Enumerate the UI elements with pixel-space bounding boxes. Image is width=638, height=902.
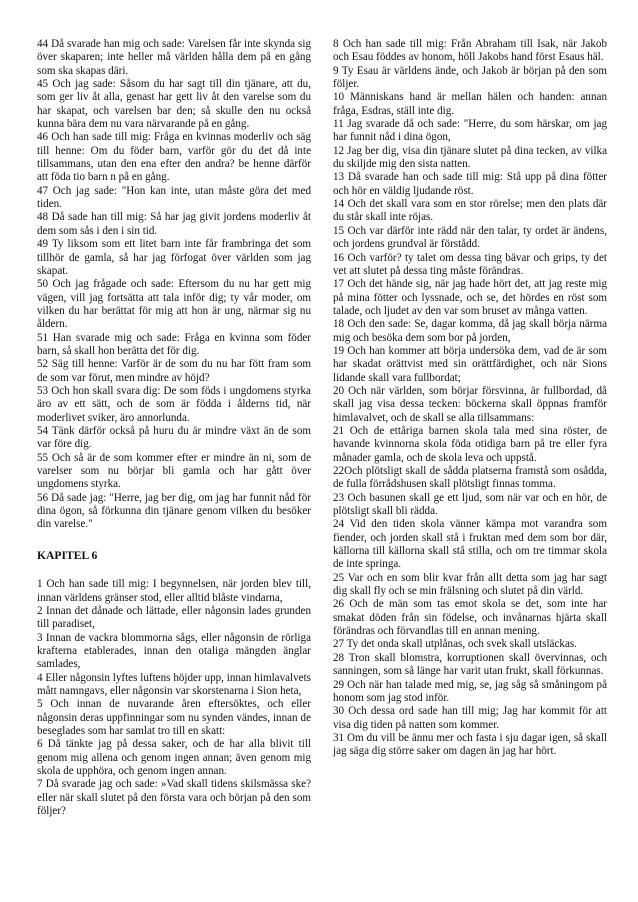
verse-paragraph: 25 Var och en som blir kvar från allt detta som jag har sagt dig skall fly och se min frälsning och slutet på din värld. [333, 571, 607, 598]
left-verses-before-chapter [37, 38, 311, 532]
verse-paragraph: 11 Jag svarade då och sade: "Herre, du som härskar, om jag har funnit nåd i dina ögon, [333, 118, 607, 144]
verse-paragraph: 47 Och jag sade: "Hon kan inte, utan måste göra det med tiden. [37, 184, 311, 211]
verse-paragraph: 10 Människans hand är mellan hälen och handen: annan fråga, Esdras, ställ inte dig. [333, 91, 607, 117]
verse-paragraph: 21 Och de ettåriga barnen skola tala med sina röster, de havande kvinnorna skola föda otidiga barn på tre eller fyra månader gamla, och de skola leva och uppstå. [333, 424, 607, 464]
verse-paragraph: 49 Ty liksom som ett litet barn inte får frambringa det som tillhör de gamla, så har jag förfogat över världen som jag skapat. [37, 238, 311, 277]
verse-paragraph: 3 Innan de vackra blommorna sågs, eller någonsin de rörliga krafterna etablerades, innan den otaliga mängden änglar samlades, [37, 631, 311, 671]
verse-paragraph: 28 Tron skall blomstra, korruptionen skall övervinnas, och sanningen, som så länge har varit utan frukt, skall förkunnas. [333, 651, 607, 678]
verse-paragraph: 20 Och när världen, som börjar försvinna, är fullbordad, då skall jag visa dessa tecken: böckerna skall öppnas framför himlavalvet, och de skall se alla tillsammans: [333, 384, 607, 424]
verse-paragraph: 23 Och basunen skall ge ett ljud, som när var och en hör, de plötsligt skall bli rädda. [333, 491, 607, 518]
right-verses [333, 38, 607, 759]
verse-paragraph: 53 Och hon skall svara dig: De som föds i ungdomens styrka äro av ett sätt, och de som är födda i ålderns tid, när moderlivet sviker, äro annorlunda. [37, 384, 311, 424]
left-verses-chapter-6 [37, 578, 311, 818]
verse-paragraph: 2 Innan det dånade och lättade, eller någonsin lades grunden till paradiset, [37, 604, 311, 631]
verse-paragraph: 54 Tänk därför också på huru du är mindre växt än de som var före dig. [37, 424, 311, 451]
verse-paragraph: 5 Och innan de nuvarande åren eftersöktes, och eller någonsin deras uppfinningar som nu synden vändes, innan de beseglades som har samlat tro till en skatt: [37, 698, 311, 737]
verse-paragraph: 4 Eller någonsin lyftes luftens höjder upp, innan himlavalvets mått namngavs, eller någonsin var skorstenarna i Sion heta, [37, 671, 311, 697]
verse-paragraph: 19 Och han kommer att börja undersöka dem, vad de är som har skadat orättvist med sin orättfärdighet, och när Sions lidande skall vara fullbordat; [333, 344, 607, 384]
chapter-heading: KAPITEL 6 [37, 548, 98, 562]
verse-paragraph: 45 Och jag sade: Såsom du har sagt till din tjänare, att du, som ger liv åt alla, genast har gett liv åt den varelse som du har skapat, och varelsen bar den; så skulle den nu också kunna bära dem nu vara närvarande på en gång. [37, 78, 311, 131]
verse-paragraph: 14 Och det skall vara som en stor rörelse; men den plats där du står skall inte röjas. [333, 198, 607, 224]
verse-paragraph: 9 Ty Esau är världens ände, och Jakob är början på den som följer. [333, 64, 607, 91]
verse-paragraph: 51 Han svarade mig och sade: Fråga en kvinna som föder barn, så skall hon berätta det för dig. [37, 331, 311, 357]
verse-paragraph: 46 Och han sade till mig: Fråga en kvinnas moderliv och säg till henne: Om du föder barn, varför gör du det då inte tillsammans, utan den ena efter den andra? be henne därför att föda tio barn n på en gång. [37, 131, 311, 184]
verse-paragraph: 52 Säg till henne: Varför är de som du nu har fött fram som de som var förut, men mindre av höjd? [37, 358, 311, 384]
verse-paragraph: 26 Och de män som tas emot skola se det, som inte har smakat döden från sin födelse, och invånarnas hjärta skall förändras och förvandlas till en annan mening. [333, 598, 607, 638]
verse-paragraph: 16 Och varför? ty talet om dessa ting bävar och grips, ty det vet att slutet på dessa ting måste förändras. [333, 251, 607, 277]
verse-paragraph: 17 Och det hände sig, när jag hade hört det, att jag reste mig på mina fötter och lyssnade, och se, det hördes en röst som talade, och ljudet av den var som bruset av många vatten. [333, 278, 607, 317]
verse-paragraph: 24 Vid den tiden skola vänner kämpa mot varandra som fiender, och jorden skall stå i fruktan med dem som bor där, källorna till källorna skall stå stilla, och om tre timmar skola de inte springa. [333, 518, 607, 571]
verse-paragraph: 44 Då svarade han mig och sade: Varelsen får inte skynda sig över skaparen; inte heller må världen hålla dem på en gång som ska skapas däri. [37, 38, 311, 77]
verse-paragraph: 6 Då tänkte jag på dessa saker, och de har alla blivit till genom mig allena och genom ingen annan; även genom mig skola de upphöra, och genom ingen annan. [37, 738, 311, 778]
verse-paragraph: 15 Och var därför inte rädd när den talar, ty ordet är ändens, och jordens grundval är förstådd. [333, 224, 607, 251]
verse-paragraph: 8 Och han sade till mig: Från Abraham till Isak, när Jakob och Esau föddes av honom, höll Jakobs hand först Esaus häl. [333, 38, 607, 64]
right-column [333, 38, 607, 868]
verse-paragraph: 18 Och den sade: Se, dagar komma, då jag skall börja närma mig och besöka dem som bor på jorden, [333, 318, 607, 344]
verse-paragraph: 30 Och dessa ord sade han till mig; Jag har kommit för att visa dig tiden på natten som kommer. [333, 705, 607, 731]
verse-paragraph: 48 Då sade han till mig: Så har jag givit jordens moderliv åt dem som sås i den i sin tid. [37, 211, 311, 237]
document-page [37, 38, 607, 868]
verse-paragraph: 12 Jag ber dig, visa din tjänare slutet på dina tecken, av vilka du skiljde mig den sista natten. [333, 144, 607, 171]
verse-paragraph: 13 Då svarade han och sade till mig: Stå upp på dina fötter och hör en väldig ljudande röst. [333, 171, 607, 197]
verse-paragraph: 56 Då sade jag: "Herre, jag ber dig, om jag har funnit nåd för dina ögon, så förkunna din tjänare genom vilken du besöker din varelse." [37, 491, 311, 531]
verse-paragraph: 55 Och så är de som kommer efter er mindre än ni, som de varelser som nu börjar bli gamla och har gått över ungdomens styrka. [37, 451, 311, 491]
verse-paragraph: 31 Om du vill be ännu mer och fasta i sju dagar igen, så skall jag säga dig större saker om dagen än jag har hört. [333, 731, 607, 758]
verse-paragraph: 22Och plötsligt skall de sådda platserna framstå som osådda, de fulla förrådshusen skall plötsligt finnas tomma. [333, 465, 607, 491]
verse-paragraph: 1 Och han sade till mig: I begynnelsen, när jorden blev till, innan världens gränser stod, eller alltid blåste vindarna, [37, 578, 311, 604]
left-column [37, 38, 311, 868]
verse-paragraph: 27 Ty det onda skall utplånas, och svek skall utsläckas. [333, 638, 577, 651]
verse-paragraph: 29 Och när han talade med mig, se, jag såg så småningom på honom som jag stod inför. [333, 678, 607, 704]
verse-paragraph: 7 Då svarade jag och sade: »Vad skall tidens skilsmässa ske? eller när skall slutet på den första vara och början på den som följer? [37, 778, 311, 818]
verse-paragraph: 50 Och jag frågade och sade: Eftersom du nu har gett mig vägen, vill jag fortsätta att tala inför dig; ty vår moder, om vilken du har berättat för mig att hon är ung, närmar sig nu åldern. [37, 278, 311, 331]
